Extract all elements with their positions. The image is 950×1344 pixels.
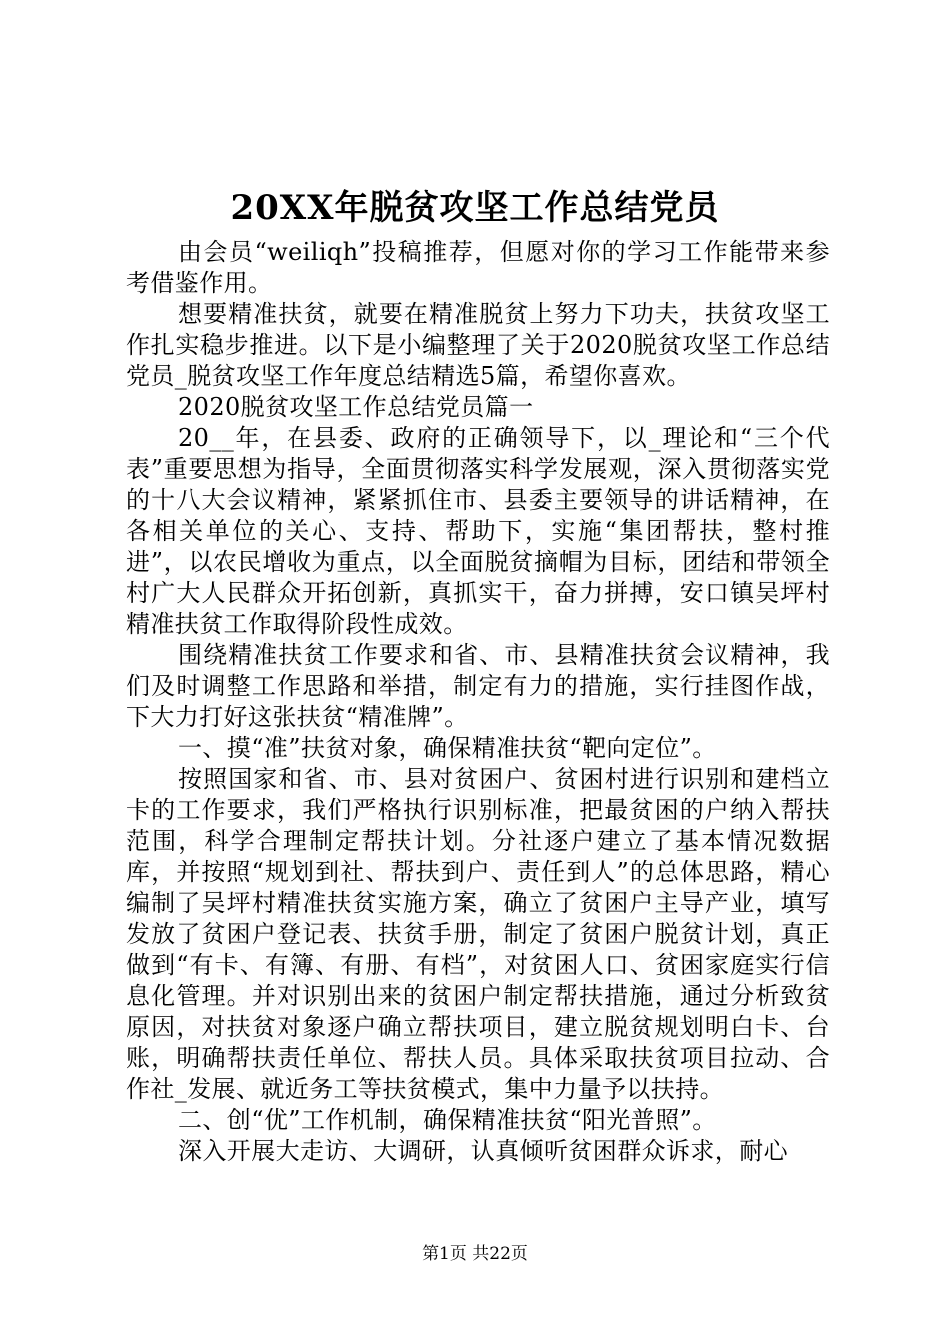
page-footer: 第1页 共22页 xyxy=(422,1244,528,1264)
document-title: 20XX年脱贫攻坚工作总结党员 xyxy=(230,188,720,228)
subheading-two: 二、创“优”工作机制，确保精准扶贫“阳光普照”。 xyxy=(178,1106,717,1134)
document-body xyxy=(126,237,830,1167)
paragraph-summary: 想要精准扶贫，就要在精准脱贫上努力下功夫，扶贫攻坚工作扎实稳步推进。以下是小编整理了关于2020脱贫攻坚工作总结党员_脱贫攻坚工作年度总结精选5篇，希望你喜欢。 xyxy=(126,300,830,390)
paragraph-identification: 按照国家和省、市、县对贫困户、贫困村进行识别和建档立卡的工作要求，我们严格执行识别标准，把最贫困的户纳入帮扶范围，科学合理制定帮扶计划。分社逐户建立了基本情况数据库，并按照“规划到社、帮扶到户、责任到人”的总体思路，精心编制了吴坪村精准扶贫实施方案，确立了贫困户主导产业，填写发放了贫困户登记表、扶贫手册，制定了贫困户脱贫计划，真正做到“有卡、有簿、有册、有档”，对贫困人口、贫困家庭实行信息化管理。并对识别出来的贫困户制定帮扶措施，通过分析致贫原因，对扶贫对象逐户确立帮扶项目，建立脱贫规划明白卡、台账，明确帮扶责任单位、帮扶人员。具体采取扶贫项目拉动、合作社_发展、就近务工等扶贫模式，集中力量予以扶持。 xyxy=(126,765,830,1103)
paragraph-overview: 20__年，在县委、政府的正确领导下，以_理论和“三个代表”重要思想为指导，全面贯彻落实科学发展观，深入贯彻落实党的十八大会议精神，紧紧抓住市、县委主要领导的讲话精神，在各相关单位的关心、支持、帮助下，实施“集团帮扶，整村推进”，以农民增收为重点，以全面脱贫摘帽为目标，团结和带领全村广大人民群众开拓创新，真抓实干，奋力拼搏，安口镇吴坪村精准扶贫工作取得阶段性成效。 xyxy=(126,424,830,638)
subheading-one: 一、摸“准”扶贫对象，确保精准扶贫“靶向定位”。 xyxy=(178,734,717,762)
paragraph-strategy: 围绕精准扶贫工作要求和省、市、县精准扶贫会议精神，我们及时调整工作思路和举措，制定有力的措施，实行挂图作战，下大力打好这张扶贫“精准牌”。 xyxy=(126,641,830,731)
paragraph-intro-note: 由会员“weiliqh”投稿推荐，但愿对你的学习工作能带来参考借鉴作用。 xyxy=(126,238,830,297)
paragraph-visits: 深入开展大走访、大调研，认真倾听贫困群众诉求，耐心 xyxy=(178,1137,788,1165)
section-heading-part-one: 2020脱贫攻坚工作总结党员篇一 xyxy=(178,393,534,421)
